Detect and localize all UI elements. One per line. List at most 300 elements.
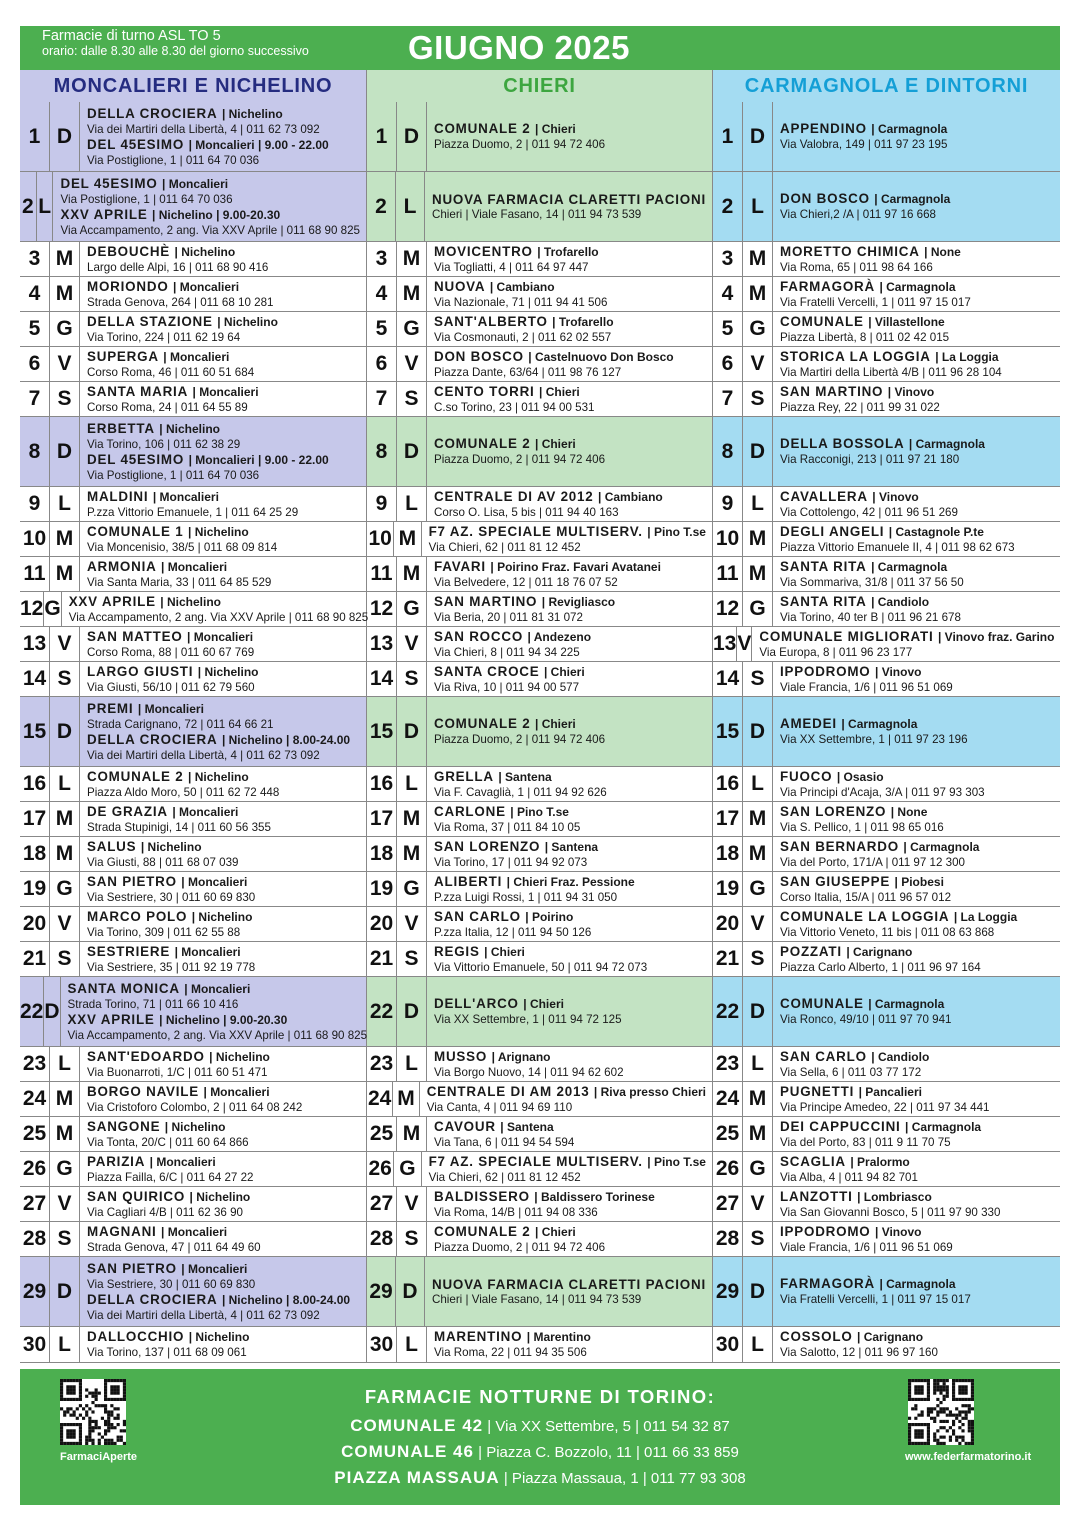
cell-moncalieri bbox=[20, 172, 367, 241]
pharmacy-name: COMUNALE 2 bbox=[434, 1223, 531, 1239]
cell-carmagnola bbox=[713, 662, 1060, 696]
pharmacy-name: DELLA CROCIERA bbox=[87, 731, 218, 747]
pharmacy-name: ERBETTA bbox=[87, 420, 155, 436]
night-pharmacy bbox=[20, 1465, 1060, 1491]
pharmacy-town: La Loggia bbox=[960, 909, 1018, 924]
pharmacy-block bbox=[80, 417, 366, 486]
pharmacy-block bbox=[427, 487, 712, 521]
pharmacy-entry: SAN MARTINO | Vinovo bbox=[780, 383, 935, 399]
day-row bbox=[20, 417, 1060, 487]
day-row bbox=[20, 662, 1060, 697]
pharmacy-block bbox=[427, 907, 712, 941]
pharmacy-address: Via del Porto, 171/A | 011 97 12 300 bbox=[780, 855, 966, 869]
pharmacy-entry: SCAGLIA | Pralormo bbox=[780, 1153, 910, 1169]
pharmacy-town: Carmagnola bbox=[915, 437, 985, 451]
cell-chieri bbox=[367, 697, 713, 766]
pharmacy-block bbox=[80, 102, 366, 171]
pharmacy-name: APPENDINO bbox=[780, 121, 867, 136]
pharmacy-entry: ARMONIA | Moncalieri bbox=[87, 558, 228, 574]
day-number: 10 bbox=[20, 522, 50, 556]
pharmacy-entry: DELLA CROCIERA | Nichelino bbox=[87, 105, 283, 121]
day-row bbox=[20, 242, 1060, 277]
cell-moncalieri bbox=[20, 557, 367, 591]
cell-moncalieri bbox=[20, 1327, 367, 1362]
pharmacy-entry: COMUNALE | Villastellone bbox=[780, 313, 945, 329]
pharmacy-name: COMUNALE 1 bbox=[87, 523, 184, 539]
pharmacy-town: Vinovo bbox=[894, 384, 935, 399]
day-number: 30 bbox=[713, 1327, 743, 1362]
pharmacy-name: DELLA CROCIERA bbox=[87, 1291, 218, 1307]
pharmacy-entry: LARGO GIUSTI | Nichelino bbox=[87, 663, 259, 679]
day-number: 3 bbox=[713, 242, 743, 276]
pharmacy-block bbox=[80, 1117, 366, 1151]
day-of-week: M bbox=[397, 557, 427, 591]
cell-chieri bbox=[367, 907, 713, 941]
pharmacy-name: COMUNALE bbox=[780, 313, 864, 329]
day-number: 7 bbox=[713, 382, 743, 416]
pharmacy-address: P.zza Vittorio Emanuele, 1 | 011 64 25 29 bbox=[87, 505, 299, 519]
night-pharmacy-detail: | Piazza Massaua, 1 | 011 77 93 308 bbox=[499, 1470, 746, 1487]
day-of-week: V bbox=[397, 627, 427, 661]
cell-moncalieri bbox=[20, 312, 367, 346]
cell-chieri bbox=[367, 767, 713, 801]
day-of-week: M bbox=[50, 242, 80, 276]
pharmacy-block bbox=[427, 417, 712, 486]
pharmacy-entry: SAN LORENZO | None bbox=[780, 803, 928, 819]
pharmacy-entry: DEL 45ESIMO | Moncalieri | 9.00 - 22.00 bbox=[87, 136, 329, 152]
cell-carmagnola bbox=[713, 837, 1060, 871]
pharmacy-name: NUOVA FARMACIA CLARETTI PACIONI bbox=[431, 1276, 706, 1292]
cell-chieri bbox=[367, 1117, 713, 1151]
day-of-week: D bbox=[397, 417, 427, 486]
pharmacy-town: Vinovo bbox=[878, 489, 919, 504]
pharmacy-name: GRELLA bbox=[434, 768, 494, 784]
day-row bbox=[20, 557, 1060, 592]
day-row bbox=[20, 522, 1060, 557]
pharmacy-town: Carmagnola bbox=[886, 1277, 956, 1291]
pharmacy-entry: COMUNALE 2 | Chieri bbox=[434, 1223, 576, 1239]
pharmacy-name: CENTO TORRI bbox=[434, 383, 535, 399]
pharmacy-town: Moncalieri bbox=[195, 137, 255, 152]
pharmacy-name: DEL 45ESIMO bbox=[60, 175, 158, 191]
pharmacy-name: SAN PIETRO bbox=[87, 1260, 177, 1276]
pharmacy-entry: FARMAGORÀ | Carmagnola bbox=[780, 278, 956, 294]
day-number: 17 bbox=[20, 802, 50, 836]
day-number: 2 bbox=[713, 172, 743, 241]
pharmacy-name: DELLA BOSSOLA bbox=[780, 436, 905, 451]
pharmacy-block bbox=[773, 1327, 1060, 1362]
day-number: 28 bbox=[367, 1222, 397, 1256]
pharmacy-town: Pino T.se bbox=[653, 1154, 706, 1169]
cell-chieri bbox=[367, 557, 713, 591]
pharmacy-town: Nichelino bbox=[228, 732, 283, 747]
pharmacy-address: Piazza Libertà, 8 | 011 02 42 015 bbox=[780, 330, 950, 344]
cell-moncalieri bbox=[20, 1117, 367, 1151]
pharmacy-entry: MAGNANI | Moncalieri bbox=[87, 1223, 228, 1239]
cell-moncalieri bbox=[20, 697, 367, 766]
pharmacy-address: Strada Genova, 264 | 011 68 10 281 bbox=[87, 295, 274, 309]
day-of-week: L bbox=[397, 1047, 427, 1081]
pharmacy-name: SANTA MARIA bbox=[87, 383, 189, 399]
pharmacy-entry: SANTA RITA | Carmagnola bbox=[780, 558, 948, 574]
night-pharmacies-title: FARMACIE NOTTURNE DI TORINO: bbox=[364, 1386, 716, 1407]
pharmacy-town: Nichelino bbox=[194, 769, 249, 784]
pharmacy-block bbox=[773, 347, 1060, 381]
pharmacy-address: Strada Torino, 71 | 011 66 10 416 bbox=[67, 997, 239, 1011]
pharmacy-name: CARLONE bbox=[434, 803, 506, 819]
pharmacy-address: Via Roma, 22 | 011 94 35 506 bbox=[434, 1346, 587, 1359]
pharmacy-entry bbox=[432, 1277, 706, 1292]
pharmacy-block bbox=[422, 522, 712, 556]
cell-chieri bbox=[367, 627, 713, 661]
pharmacy-block bbox=[773, 767, 1060, 801]
pharmacy-name: SAN GIUSEPPE bbox=[780, 873, 891, 889]
day-number: 30 bbox=[367, 1327, 397, 1362]
pharmacy-entry: COMUNALE 2 | Chieri bbox=[434, 121, 576, 136]
pharmacy-block bbox=[773, 977, 1060, 1046]
pharmacy-address: Via Ronco, 49/10 | 011 97 70 941 bbox=[780, 1013, 952, 1026]
pharmacy-block bbox=[427, 662, 712, 696]
pharmacy-name: POZZATI bbox=[780, 943, 842, 959]
cell-moncalieri bbox=[20, 1152, 367, 1186]
cell-carmagnola bbox=[713, 242, 1060, 276]
pharmacy-address: Via Torino, 137 | 011 68 09 061 bbox=[87, 1346, 247, 1359]
day-number: 20 bbox=[713, 907, 743, 941]
pharmacy-entry: FUOCO | Osasio bbox=[780, 768, 884, 784]
cell-chieri bbox=[367, 872, 713, 906]
pharmacy-town: Moncalieri bbox=[159, 489, 219, 504]
pharmacy-entry: DON BOSCO | Carmagnola bbox=[780, 191, 951, 206]
cell-chieri bbox=[367, 347, 713, 381]
day-number: 16 bbox=[713, 767, 743, 801]
pharmacy-block bbox=[773, 942, 1060, 976]
pharmacy-entry: DELLA CROCIERA | Nichelino | 8.00-24.00 bbox=[87, 1291, 351, 1307]
qr-left-caption: FarmaciAperte bbox=[60, 1451, 138, 1463]
day-number: 2 bbox=[367, 172, 396, 241]
pharmacy-town: Carmagnola bbox=[877, 559, 948, 574]
day-of-week: L bbox=[743, 1327, 773, 1362]
pharmacy-entry: SAN BERNARDO | Carmagnola bbox=[780, 838, 980, 854]
pharmacy-town: Moncalieri bbox=[167, 559, 228, 574]
pharmacy-block bbox=[80, 382, 366, 416]
pharmacy-town: Moncalieri bbox=[181, 944, 241, 959]
pharmacy-address: Via Giusti, 56/10 | 011 62 79 560 bbox=[87, 680, 255, 694]
pharmacy-address: Via Roma, 37 | 011 84 10 05 bbox=[434, 820, 581, 834]
day-of-week: L bbox=[397, 767, 427, 801]
pharmacy-town: Candiolo bbox=[877, 594, 930, 609]
cell-moncalieri bbox=[20, 592, 367, 626]
pharmacy-entry: SAN PIETRO | Moncalieri bbox=[87, 873, 248, 889]
pharmacy-name: SAN QUIRICO bbox=[87, 1188, 186, 1204]
day-number: 7 bbox=[367, 382, 397, 416]
day-number: 28 bbox=[20, 1222, 50, 1256]
pharmacy-town: None bbox=[930, 244, 961, 259]
schedule-info bbox=[42, 29, 309, 59]
day-number: 22 bbox=[20, 977, 44, 1046]
qr-code-federfarma[interactable] bbox=[905, 1379, 1032, 1471]
pharmacy-town: Chieri bbox=[490, 944, 525, 959]
pharmacy-entry: COMUNALE 2 | Chieri bbox=[434, 716, 576, 731]
day-of-week: G bbox=[743, 1152, 773, 1186]
pharmacy-town: Moncalieri bbox=[179, 279, 240, 294]
pharmacy-town: Osasio bbox=[843, 769, 884, 784]
pharmacy-name: MUSSO bbox=[434, 1048, 488, 1064]
day-of-week: M bbox=[50, 277, 80, 311]
pharmacy-address: Via Chieri, 62 | 011 81 12 452 bbox=[428, 1170, 581, 1184]
day-of-week: V bbox=[397, 347, 427, 381]
day-number: 5 bbox=[713, 312, 743, 346]
pharmacy-address: Piazza Aldo Moro, 50 | 011 62 72 448 bbox=[87, 785, 280, 799]
day-number: 24 bbox=[20, 1082, 50, 1116]
day-number: 6 bbox=[20, 347, 50, 381]
pharmacy-block bbox=[62, 592, 375, 626]
pharmacy-name: XXV APRILE bbox=[60, 206, 148, 222]
night-pharmacy-name: COMUNALE 46 bbox=[341, 1442, 474, 1461]
day-row bbox=[20, 872, 1060, 907]
pharmacy-address: Strada Stupinigi, 14 | 011 60 56 355 bbox=[87, 820, 271, 834]
day-row bbox=[20, 102, 1060, 172]
pharmacy-town: None bbox=[897, 804, 928, 819]
pharmacy-name: BALDISSERO bbox=[434, 1188, 530, 1204]
day-row bbox=[20, 942, 1060, 977]
pharmacy-address: Via Torino, 224 | 011 62 19 64 bbox=[87, 330, 241, 344]
pharmacy-block bbox=[773, 697, 1060, 766]
day-row bbox=[20, 347, 1060, 382]
pharmacy-block bbox=[80, 1257, 366, 1326]
pharmacy-name: CAVOUR bbox=[434, 1118, 496, 1134]
day-of-week: D bbox=[44, 977, 60, 1046]
pharmacy-town: Nichelino bbox=[166, 421, 221, 436]
pharmacy-town: Carmagnola bbox=[874, 997, 945, 1011]
pharmacy-name: SANGONE bbox=[87, 1118, 161, 1134]
pharmacy-address: Chieri | Viale Fasano, 14 | 011 94 73 539 bbox=[431, 1292, 642, 1306]
pharmacy-town: Santena bbox=[507, 1119, 554, 1134]
day-of-week: L bbox=[743, 172, 773, 241]
pharmacy-name: COSSOLO bbox=[780, 1329, 853, 1344]
cell-moncalieri bbox=[20, 802, 367, 836]
pharmacy-address: Strada Carignano, 72 | 011 64 66 21 bbox=[87, 717, 274, 731]
pharmacy-town: Nichelino bbox=[158, 207, 213, 222]
day-row bbox=[20, 172, 1060, 242]
pharmacy-address: Corso Roma, 88 | 011 60 67 769 bbox=[87, 645, 255, 659]
pharmacy-address: Via Martiri della Libertà 4/B | 011 96 28 104 bbox=[780, 365, 1002, 379]
pharmacy-block bbox=[773, 172, 1060, 241]
pharmacy-name: DELL'ARCO bbox=[434, 996, 519, 1011]
pharmacy-address: Via Chieri,2 /A | 011 97 16 668 bbox=[780, 208, 936, 221]
pharmacy-entry: DEL 45ESIMO | Moncalieri bbox=[60, 175, 229, 191]
pharmacy-town: Carignano bbox=[863, 1330, 924, 1344]
day-number: 27 bbox=[20, 1187, 50, 1221]
pharmacy-address: Via dei Martiri della Libertà, 4 | 011 62 73 092 bbox=[87, 748, 320, 762]
pharmacy-address: Via Vittorio Veneto, 11 bis | 011 08 63 868 bbox=[780, 925, 995, 939]
pharmacy-name: SCAGLIA bbox=[780, 1153, 846, 1169]
day-of-week: M bbox=[743, 522, 773, 556]
cell-moncalieri bbox=[20, 102, 367, 171]
day-number: 1 bbox=[713, 102, 743, 171]
pharmacy-block bbox=[80, 277, 366, 311]
day-number: 12 bbox=[20, 592, 44, 626]
day-number: 19 bbox=[367, 872, 397, 906]
day-of-week: S bbox=[397, 942, 427, 976]
pharmacy-name: DEL 45ESIMO bbox=[87, 451, 185, 467]
pharmacy-entry: DELL'ARCO | Chieri bbox=[434, 996, 564, 1011]
pharmacy-town: Nichelino bbox=[166, 594, 221, 609]
pharmacy-address: Via Santa Maria, 33 | 011 64 85 529 bbox=[87, 575, 272, 589]
pharmacy-entry: SUPERGA | Moncalieri bbox=[87, 348, 230, 364]
pharmacy-block bbox=[80, 697, 366, 766]
day-of-week: S bbox=[397, 1222, 427, 1256]
pharmacy-address: Via Riva, 10 | 011 94 00 577 bbox=[434, 680, 580, 694]
pharmacy-town: La Loggia bbox=[941, 349, 999, 364]
pharmacy-address: Chieri | Viale Fasano, 14 | 011 94 73 539 bbox=[431, 207, 642, 221]
pharmacy-entry: CENTRALE DI AM 2013 | Riva presso Chieri bbox=[426, 1083, 706, 1099]
pharmacy-entry: DEI CAPPUCCINI | Carmagnola bbox=[780, 1118, 982, 1134]
pharmacy-entry: FAVARI | Poirino Fraz. Favari Avatanei bbox=[434, 558, 661, 574]
pharmacy-address: Via Cristoforo Colombo, 2 | 011 64 08 242 bbox=[87, 1100, 303, 1114]
day-number: 6 bbox=[713, 347, 743, 381]
pharmacy-name: LANZOTTI bbox=[780, 1188, 853, 1204]
pharmacy-address: Via Togliatti, 4 | 011 64 97 447 bbox=[434, 260, 589, 274]
pharmacy-block bbox=[773, 102, 1060, 171]
day-of-week: D bbox=[50, 1257, 80, 1326]
pharmacy-block bbox=[427, 942, 712, 976]
pharmacy-address: Via Accampamento, 2 ang. Via XXV Aprile | 011 68 90 825 bbox=[60, 223, 360, 237]
pharmacy-town: Poirino Fraz. Favari Avatanei bbox=[497, 559, 661, 574]
pharmacy-block bbox=[773, 312, 1060, 346]
day-number: 3 bbox=[20, 242, 50, 276]
cell-chieri bbox=[367, 242, 713, 276]
day-of-week: V bbox=[50, 1187, 80, 1221]
pharmacy-address: Via Valobra, 149 | 011 97 23 195 bbox=[780, 138, 948, 151]
day-number: 5 bbox=[20, 312, 50, 346]
pharmacy-block bbox=[427, 977, 712, 1046]
day-row bbox=[20, 312, 1060, 347]
pharmacy-town: Nichelino bbox=[228, 106, 283, 121]
pharmacy-entry: MARCO POLO | Nichelino bbox=[87, 908, 253, 924]
cell-carmagnola bbox=[713, 1047, 1060, 1081]
day-row bbox=[20, 1222, 1060, 1257]
pharmacy-entry: GRELLA | Santena bbox=[434, 768, 552, 784]
pharmacy-town: Pino T.se bbox=[653, 524, 706, 539]
day-row bbox=[20, 487, 1060, 522]
pharmacy-town: Carignano bbox=[853, 944, 913, 959]
pharmacy-address: Via Chieri, 62 | 011 81 12 452 bbox=[428, 540, 581, 554]
pharmacy-name: COMUNALE 2 bbox=[434, 121, 531, 136]
day-number: 18 bbox=[713, 837, 743, 871]
pharmacy-town: Moncalieri bbox=[179, 804, 239, 819]
day-of-week: G bbox=[50, 1152, 80, 1186]
pharmacy-town: Piobesi bbox=[901, 874, 944, 889]
pharmacy-address: Via Sella, 6 | 011 03 77 172 bbox=[780, 1065, 922, 1079]
day-of-week: L bbox=[397, 487, 427, 521]
day-number: 29 bbox=[713, 1257, 743, 1326]
cell-carmagnola bbox=[713, 592, 1060, 626]
pharmacy-address: Via Fratelli Vercelli, 1 | 011 97 15 017 bbox=[780, 1293, 971, 1306]
pharmacy-town: Moncalieri bbox=[156, 1154, 216, 1169]
day-of-week: M bbox=[743, 557, 773, 591]
pharmacy-address: Via Salotto, 12 | 011 96 97 160 bbox=[780, 1346, 938, 1359]
cell-chieri bbox=[367, 417, 713, 486]
pharmacy-name: DELLA CROCIERA bbox=[87, 105, 218, 121]
day-row bbox=[20, 1117, 1060, 1152]
day-number: 16 bbox=[20, 767, 50, 801]
pharmacy-block bbox=[773, 1222, 1060, 1256]
pharmacy-town: Nichelino bbox=[198, 909, 253, 924]
pharmacy-town: Chieri Fraz. Pessione bbox=[513, 874, 635, 889]
pharmacy-entry: XXV APRILE | Nichelino | 9.00-20.30 bbox=[60, 206, 281, 222]
day-number: 16 bbox=[367, 767, 397, 801]
cell-moncalieri bbox=[20, 417, 367, 486]
pharmacy-name: LARGO GIUSTI bbox=[87, 663, 194, 679]
day-number: 15 bbox=[367, 697, 397, 766]
pharmacy-name: COMUNALE 2 bbox=[434, 436, 531, 451]
day-number: 14 bbox=[367, 662, 397, 696]
cell-carmagnola bbox=[713, 102, 1060, 171]
pharmacy-name: MORETTO CHIMICA bbox=[780, 243, 920, 259]
pharmacy-address: Via dei Martiri della Libertà, 4 | 011 62 73 092 bbox=[87, 1308, 320, 1322]
pharmacy-name: DEI CAPPUCCINI bbox=[780, 1118, 901, 1134]
pharmacy-town: Pancalieri bbox=[865, 1084, 922, 1099]
cell-moncalieri bbox=[20, 977, 367, 1046]
pharmacy-name: XXV APRILE bbox=[67, 1011, 155, 1027]
day-number: 6 bbox=[367, 347, 397, 381]
pharmacy-block bbox=[773, 1257, 1060, 1326]
pharmacy-block bbox=[427, 767, 712, 801]
pharmacy-town: Nichelino bbox=[171, 1119, 226, 1134]
pharmacy-name: MALDINI bbox=[87, 488, 149, 504]
pharmacy-name: BORGO NAVILE bbox=[87, 1083, 200, 1099]
day-number: 4 bbox=[20, 277, 50, 311]
day-of-week: D bbox=[743, 417, 773, 486]
pharmacy-town: Cambiano bbox=[604, 489, 663, 504]
pharmacy-name: MAGNANI bbox=[87, 1223, 157, 1239]
day-number: 8 bbox=[713, 417, 743, 486]
pharmacy-town: Nichelino bbox=[195, 1330, 250, 1344]
pharmacy-block bbox=[80, 767, 366, 801]
day-of-week: L bbox=[37, 172, 54, 241]
day-of-week: S bbox=[743, 942, 773, 976]
day-row bbox=[20, 592, 1060, 627]
pharmacy-town: Nichelino bbox=[223, 314, 278, 329]
pharmacy-block bbox=[773, 382, 1060, 416]
cell-carmagnola bbox=[713, 277, 1060, 311]
pharmacy-name: NUOVA FARMACIA CLARETTI PACIONI bbox=[431, 191, 706, 207]
day-of-week: G bbox=[397, 312, 427, 346]
day-of-week: D bbox=[50, 697, 80, 766]
day-of-week: L bbox=[50, 1327, 80, 1362]
pharmacy-entry: NUOVA | Cambiano bbox=[434, 278, 555, 294]
pharmacy-address: Via Belvedere, 12 | 011 18 76 07 52 bbox=[434, 575, 618, 589]
pharmacy-block bbox=[427, 697, 712, 766]
opening-hours: 9.00-20.30 bbox=[222, 207, 281, 222]
pharmacy-address: P.zza Luigi Rossi, 1 | 011 94 31 050 bbox=[434, 890, 618, 904]
day-number: 18 bbox=[20, 837, 50, 871]
pharmacy-name: SUPERGA bbox=[87, 348, 159, 364]
pharmacy-name: MARCO POLO bbox=[87, 908, 188, 924]
cell-chieri bbox=[367, 1047, 713, 1081]
cell-carmagnola bbox=[713, 557, 1060, 591]
pharmacy-name: SANT'ALBERTO bbox=[434, 313, 548, 329]
pharmacy-name: PARIZIA bbox=[87, 1153, 146, 1169]
day-of-week: D bbox=[397, 697, 427, 766]
cell-carmagnola bbox=[713, 907, 1060, 941]
pharmacy-entry: IPPODROMO | Vinovo bbox=[780, 1223, 922, 1239]
pharmacy-name: SANTA MONICA bbox=[67, 980, 180, 996]
pharmacy-entry: DELLA CROCIERA | Nichelino | 8.00-24.00 bbox=[87, 731, 351, 747]
pharmacy-block bbox=[427, 627, 712, 661]
pharmacy-town: Nichelino bbox=[196, 1189, 251, 1204]
pharmacy-name: SAN MARTINO bbox=[780, 383, 884, 399]
